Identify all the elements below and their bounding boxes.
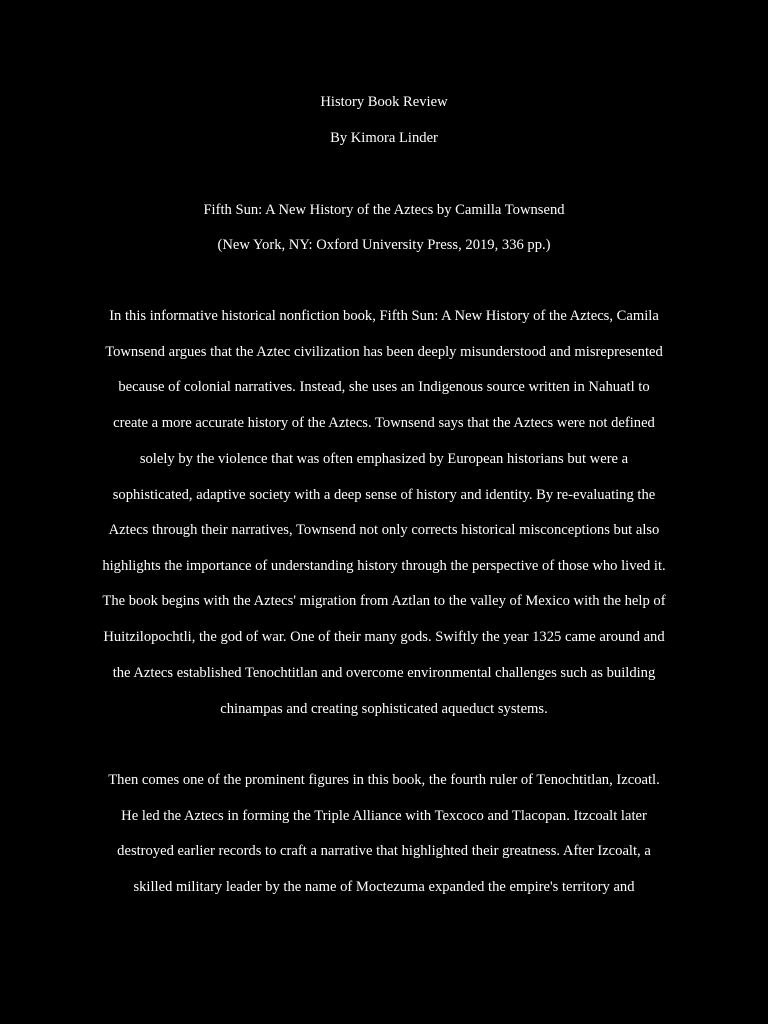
paragraph-line: because of colonial narratives. Instead, she uses an Indigenous source written in Nahuatl to (118, 379, 650, 395)
publication-info: (New York, NY: Oxford University Press, 2019, 336 pp.) (217, 237, 551, 253)
paragraph-line: Townsend argues that the Aztec civilization has been deeply misunderstood and misrepresented (105, 344, 663, 360)
paragraph-line: chinampas and creating sophisticated aqueduct systems. (220, 701, 548, 717)
paragraph-line: create a more accurate history of the Aztecs. Townsend says that the Aztecs were not defined (113, 415, 655, 431)
paragraph-line: the Aztecs established Tenochtitlan and overcome environmental challenges such as building (112, 665, 656, 681)
paragraph-line: In this informative historical nonfiction book, Fifth Sun: A New History of the Aztecs, Camila (109, 308, 659, 324)
paragraph-line: He led the Aztecs in forming the Triple Alliance with Texcoco and Tlacopan. Itzcoalt later (121, 808, 647, 824)
paragraph-line: destroyed earlier records to craft a narrative that highlighted their greatness. After Izcoalt, a (117, 843, 651, 859)
author-byline: By Kimora Linder (330, 130, 438, 146)
paragraph-line: solely by the violence that was often emphasized by European historians but were a (139, 451, 629, 467)
paragraph-line: sophisticated, adaptive society with a deep sense of history and identity. By re-evaluating the (112, 487, 656, 503)
paragraph-line: skilled military leader by the name of Moctezuma expanded the empire's territory and (133, 879, 635, 895)
paragraph-line: Huitzilopochtli, the god of war. One of their many gods. Swiftly the year 1325 came around and (103, 629, 665, 645)
review-heading: History Book Review (320, 94, 448, 110)
paragraph-line: Aztecs through their narratives, Townsend not only corrects historical misconceptions but also (108, 522, 660, 538)
paragraph-line: highlights the importance of understanding history through the perspective of those who lived it. (102, 558, 666, 574)
paragraph-line: Then comes one of the prominent figures in this book, the fourth ruler of Tenochtitlan, Izcoatl. (108, 772, 660, 788)
book-title: Fifth Sun: A New History of the Aztecs by Camilla Townsend (203, 202, 565, 218)
paragraph-line: The book begins with the Aztecs' migration from Aztlan to the valley of Mexico with the help of (102, 593, 666, 609)
